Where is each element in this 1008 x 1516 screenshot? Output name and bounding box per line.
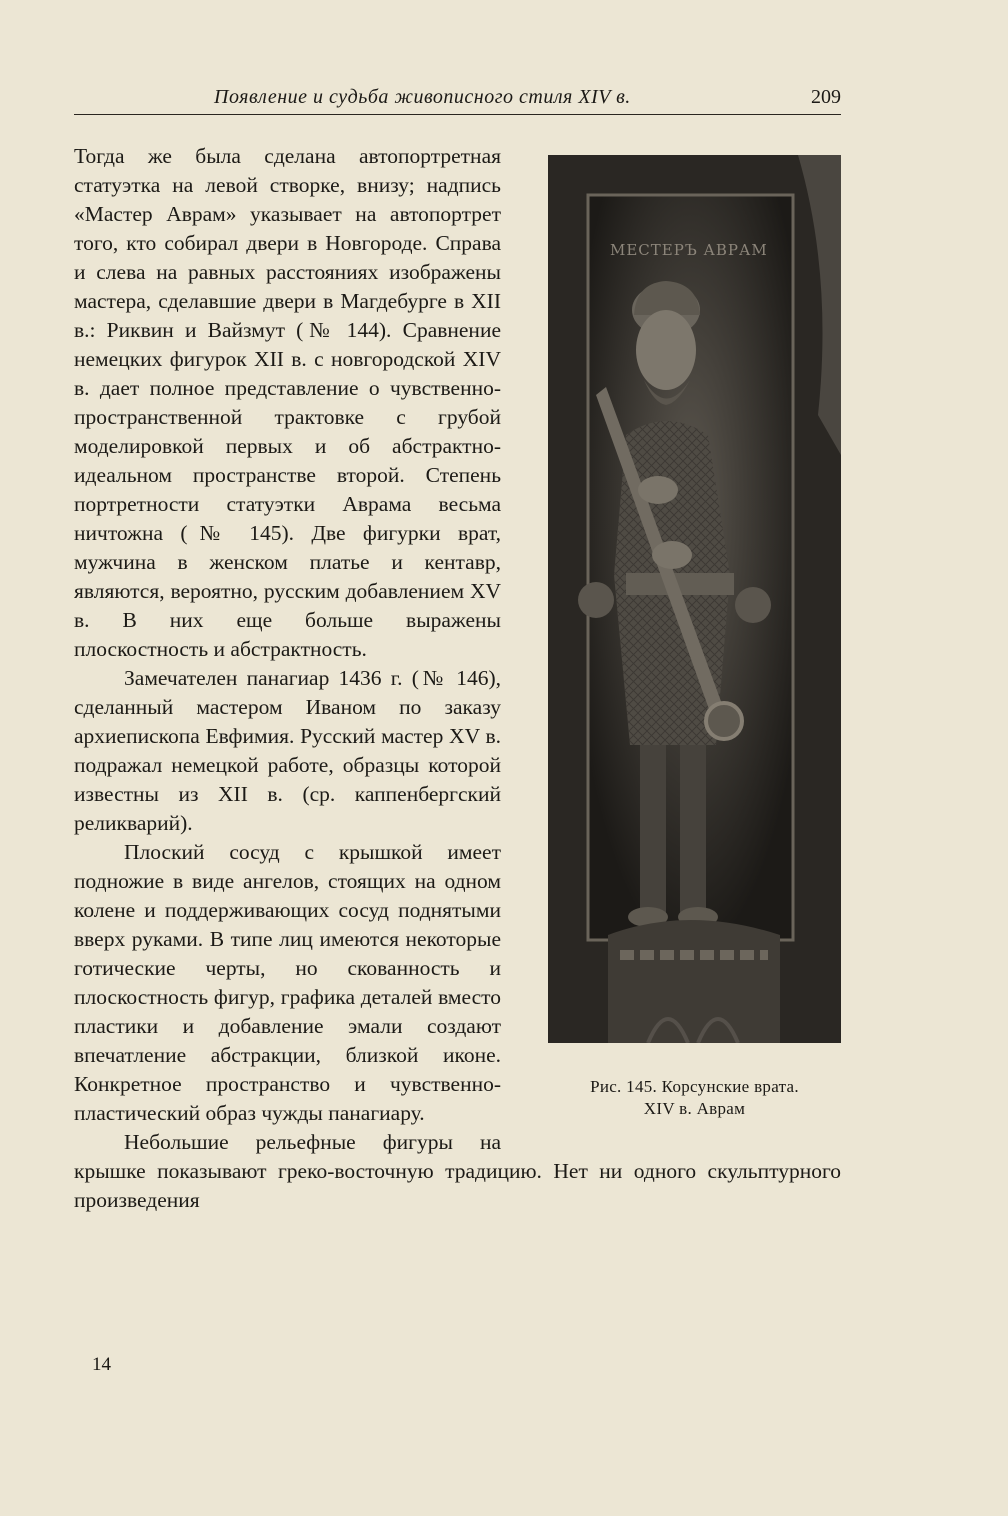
relief-inscription: МЕСТЕРЪ АВРАМ [610,241,768,259]
page-number: 209 [811,86,841,108]
running-head [74,84,841,115]
figure-caption-line-1: Рис. 145. Корсунские врата. [590,1077,799,1096]
figure-caption [548,1076,841,1120]
paragraph-2: Замечателен панагиар 1436 г. (№ 146), сделанный мастером Иваном по заказу архиепископа Евфимия. Русский мастер XV в. подражал немецкой работе, образцы которой известны из XII в. (ср. каппенбергский реликварий). [74,666,501,835]
paragraph-1: Тогда же была сделана автопортретная статуэтка на левой створке, внизу; надпись «Мастер Аврам» указывает на автопортрет того, кто собирал двери в Новгороде. Справа и слева на равных расстояниях изображены мастера, сделавшие двери в Магдебурге в XII в.: Риквин и Вайзмут (№ 144). Сравнение немецких фигурок XII в. с новгородской XIV в. дает полное представление о чувственно-пространственной трактовке с грубой моделировкой первых и об абстрактно-идеальном пространстве второй. Степень портретности статуэтки Аврама весьма ничтожна (№ 145). Две фигурки врат, мужчина в женском платье и кентавр, являются, вероятно, русским добавлением XV в. В них еще больше выражены плоскостность и абстрактность. [74,144,501,661]
folio-number: 14 [92,1354,111,1375]
figure-photo [548,155,841,1043]
running-title: Появление и судьба живописного стиля XIV в. [214,86,631,108]
paragraph-3: Плоский сосуд с крышкой имеет подножие в виде ангелов, стоящих на одном колене и поддерживающих сосуд поднятыми вверх руками. В типе лиц имеются некоторые готические черты, но скованность и плоскостность фигур, графика деталей вместо пластики и добавление эмали создают впечатление абстракции, близкой иконе. Конкретное пространство и чувственно-пластический образ чужды панагиару. [74,840,501,1125]
paragraph-4: Небольшие рельефные фигуры на крышке показывают греко-восточную традицию. Нет ни одного скульптурного произведения [74,1130,841,1212]
figure-caption-line-2: XIV в. Аврам [643,1099,746,1118]
relief-figure-avram [548,155,841,1043]
